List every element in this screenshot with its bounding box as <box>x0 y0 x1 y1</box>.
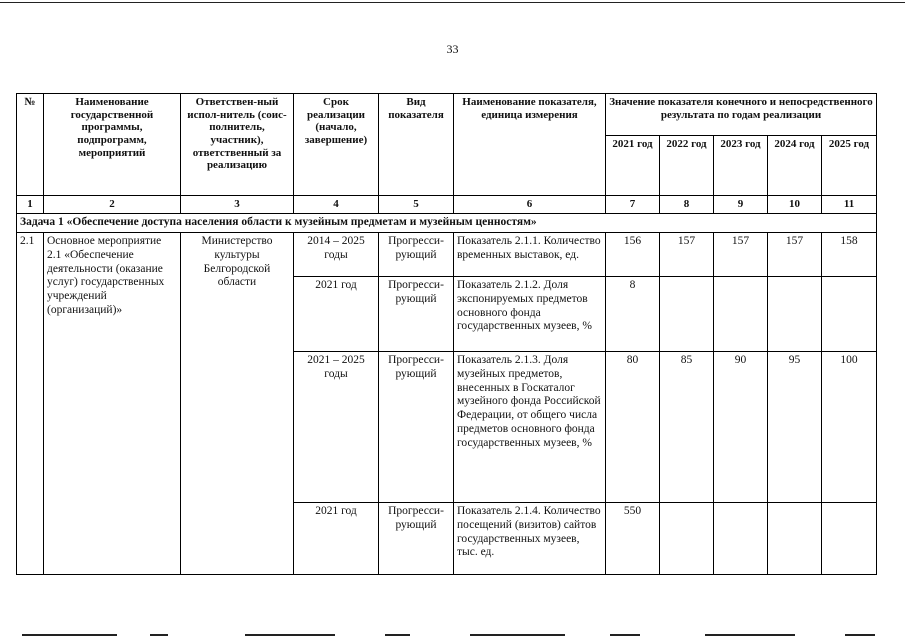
indicators-table <box>16 93 877 575</box>
header-values-title: Значение показателя конечного и непосредственного результата по годам реализации <box>606 94 877 136</box>
indicator-value: 95 <box>768 351 822 502</box>
header-name: Наименование государственной программы, подпрограмм, мероприятий <box>44 94 181 196</box>
indicator-value <box>714 276 768 351</box>
indicator-value: 157 <box>768 232 822 276</box>
column-number: 1 <box>17 196 44 214</box>
header-year: 2022 год <box>660 136 714 196</box>
indicator-value: 157 <box>660 232 714 276</box>
column-number: 2 <box>44 196 181 214</box>
indicator-value <box>660 276 714 351</box>
header-num: № <box>17 94 44 196</box>
task-title: Задача 1 «Обеспечение доступа населения области к музейным предметам и музейным ценностям» <box>17 214 877 233</box>
indicator-period: 2014 – 2025 годы <box>294 232 379 276</box>
indicator-type: Прогресси-рующий <box>379 276 454 351</box>
scan-edge-bottom-4 <box>385 634 410 636</box>
indicator-value: 550 <box>606 502 660 574</box>
indicator-value: 8 <box>606 276 660 351</box>
column-number: 7 <box>606 196 660 214</box>
activity-name: Основное мероприятие 2.1 «Обеспечение деятельности (оказание услуг) государственных учреждений (организаций)» <box>44 232 181 574</box>
header-period: Срок реализации (начало, завершение) <box>294 94 379 196</box>
indicator-value: 158 <box>822 232 877 276</box>
header-indicator: Наименование показателя, единица измерения <box>454 94 606 196</box>
scan-edge-bottom-6 <box>610 634 640 636</box>
activity-responsible: Министерство культуры Белгородской области <box>181 232 294 574</box>
scan-edge-bottom-8 <box>845 634 875 636</box>
indicator-value: 157 <box>714 232 768 276</box>
indicator-value: 85 <box>660 351 714 502</box>
column-number: 10 <box>768 196 822 214</box>
column-number: 5 <box>379 196 454 214</box>
indicator-period: 2021 год <box>294 276 379 351</box>
indicator-name: Показатель 2.1.4. Количество посещений (визитов) сайтов государственных музеев, тыс. ед. <box>454 502 606 574</box>
header-responsible: Ответствен-ный испол-нитель (соис-полнитель, участник), ответственный за реализацию <box>181 94 294 196</box>
indicator-name: Показатель 2.1.1. Количество временных выставок, ед. <box>454 232 606 276</box>
indicator-type: Прогресси-рующий <box>379 502 454 574</box>
indicator-period: 2021 год <box>294 502 379 574</box>
scan-edge-bottom-2 <box>150 634 168 636</box>
indicator-value <box>822 276 877 351</box>
indicator-name: Показатель 2.1.2. Доля экспонируемых предметов основного фонда государственных музеев, % <box>454 276 606 351</box>
column-number: 11 <box>822 196 877 214</box>
scan-edge-bottom-3 <box>245 634 335 636</box>
indicator-type: Прогресси-рующий <box>379 351 454 502</box>
indicator-value: 90 <box>714 351 768 502</box>
indicator-value <box>660 502 714 574</box>
header-year: 2023 год <box>714 136 768 196</box>
page-number: 33 <box>446 42 459 56</box>
column-number: 4 <box>294 196 379 214</box>
column-number: 9 <box>714 196 768 214</box>
scan-edge-top <box>0 2 905 3</box>
scan-edge-bottom-7 <box>705 634 795 636</box>
indicator-name: Показатель 2.1.3. Доля музейных предметов, внесенных в Госкаталог музейного фонда Российской Федерации, от общего числа предметов основного фонда государственных музеев, % <box>454 351 606 502</box>
indicator-type: Прогресси-рующий <box>379 232 454 276</box>
header-year: 2024 год <box>768 136 822 196</box>
indicator-period: 2021 – 2025 годы <box>294 351 379 502</box>
column-number: 3 <box>181 196 294 214</box>
activity-num: 2.1 <box>17 232 44 574</box>
column-number: 8 <box>660 196 714 214</box>
indicator-value <box>714 502 768 574</box>
column-number: 6 <box>454 196 606 214</box>
scan-edge-bottom-1 <box>22 634 117 636</box>
scan-edge-bottom-5 <box>470 634 565 636</box>
indicator-value <box>822 502 877 574</box>
indicator-value: 156 <box>606 232 660 276</box>
indicator-value: 100 <box>822 351 877 502</box>
header-type: Вид показателя <box>379 94 454 196</box>
header-year: 2021 год <box>606 136 660 196</box>
header-year: 2025 год <box>822 136 877 196</box>
indicator-value <box>768 502 822 574</box>
indicator-value: 80 <box>606 351 660 502</box>
indicator-value <box>768 276 822 351</box>
